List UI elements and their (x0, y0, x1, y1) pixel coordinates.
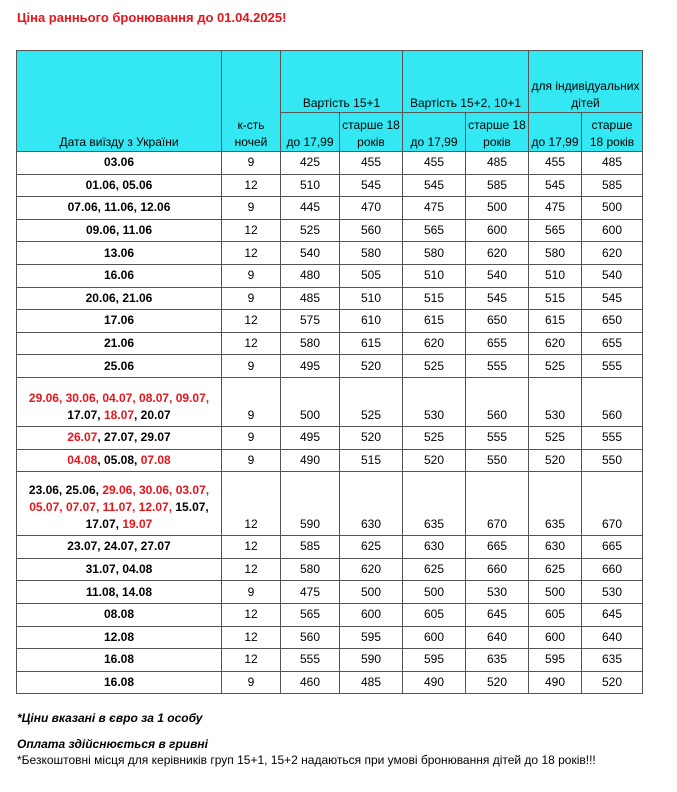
price-15-2-under-18: 605 (403, 603, 466, 626)
free-places-note: *Безкоштовні місця для керівників груп 15+1, 15+2 надаються при умові бронювання дітей до 18 років!!! (17, 753, 596, 767)
price-15-1-over-18: 515 (340, 449, 403, 472)
price-15-2-under-18: 490 (403, 671, 466, 694)
nights-count: 9 (222, 671, 281, 694)
departure-dates (17, 287, 222, 310)
price-15-2-over-18: 635 (466, 649, 529, 672)
price-15-2-under-18: 545 (403, 174, 466, 197)
departure-dates (17, 426, 222, 449)
price-individual-over-18: 660 (582, 558, 643, 581)
price-15-2-over-18: 545 (466, 287, 529, 310)
price-individual-over-18: 520 (582, 671, 643, 694)
price-individual-under-18: 565 (529, 219, 582, 242)
departure-dates (17, 332, 222, 355)
header-individual-children: для індивідуальних дітей (529, 51, 643, 113)
departure-dates (17, 355, 222, 378)
price-individual-under-18: 515 (529, 287, 582, 310)
date-segment: 01.06, 05.06 (85, 177, 153, 192)
departure-dates (17, 377, 222, 426)
price-15-1-under-18: 495 (281, 355, 340, 378)
price-15-1-under-18: 460 (281, 671, 340, 694)
departure-dates (17, 603, 222, 626)
price-15-1-under-18: 525 (281, 219, 340, 242)
header-over-18: старше 18 років (582, 113, 643, 152)
price-15-1-under-18: 485 (281, 287, 340, 310)
table-row (17, 310, 643, 333)
date-segment: 16.08 (103, 674, 135, 689)
date-segment: 16.06 (103, 268, 135, 283)
price-15-1-under-18: 590 (281, 472, 340, 536)
price-15-1-over-18: 615 (340, 332, 403, 355)
price-15-1-over-18: 595 (340, 626, 403, 649)
table-row (17, 649, 643, 672)
date-segment: 17.07, (67, 407, 104, 422)
price-individual-over-18: 560 (582, 377, 643, 426)
departure-dates (17, 219, 222, 242)
table-row (17, 264, 643, 287)
price-individual-under-18: 635 (529, 472, 582, 536)
departure-dates (17, 472, 222, 536)
price-15-2-over-18: 600 (466, 219, 529, 242)
date-segment: 13.06 (103, 245, 135, 260)
price-15-1-under-18: 495 (281, 426, 340, 449)
table-row (17, 626, 643, 649)
price-individual-under-18: 625 (529, 558, 582, 581)
price-15-2-under-18: 520 (403, 449, 466, 472)
departure-dates (17, 174, 222, 197)
price-individual-over-18: 670 (582, 472, 643, 536)
price-individual-under-18: 525 (529, 355, 582, 378)
price-15-2-under-18: 500 (403, 581, 466, 604)
price-individual-under-18: 510 (529, 264, 582, 287)
date-segment: 15.07, 17.07, (85, 500, 209, 532)
table-row (17, 581, 643, 604)
price-individual-over-18: 585 (582, 174, 643, 197)
date-segment: 31.07, 04.08 (85, 562, 153, 577)
table-row (17, 355, 643, 378)
date-segment: 20.06, 21.06 (85, 290, 153, 305)
header-price-15-2: Вартість 15+2, 10+1 (403, 51, 529, 113)
price-individual-under-18: 630 (529, 536, 582, 559)
table-row (17, 426, 643, 449)
price-15-1-under-18: 585 (281, 536, 340, 559)
table-row (17, 558, 643, 581)
price-individual-over-18: 500 (582, 197, 643, 220)
price-individual-over-18: 640 (582, 626, 643, 649)
price-15-2-over-18: 540 (466, 264, 529, 287)
nights-count: 12 (222, 242, 281, 265)
nights-count: 9 (222, 287, 281, 310)
header-over-18: старше 18 років (466, 113, 529, 152)
price-15-2-over-18: 670 (466, 472, 529, 536)
price-15-2-over-18: 660 (466, 558, 529, 581)
table-row (17, 197, 643, 220)
nights-count: 12 (222, 649, 281, 672)
date-segment: 21.06 (103, 336, 135, 351)
price-15-1-under-18: 580 (281, 332, 340, 355)
table-row (17, 287, 643, 310)
price-15-1-over-18: 470 (340, 197, 403, 220)
header-under-18: до 17,99 (281, 113, 340, 152)
nights-count: 12 (222, 558, 281, 581)
price-15-1-over-18: 590 (340, 649, 403, 672)
table-row (17, 472, 643, 536)
departure-dates (17, 536, 222, 559)
nights-count: 9 (222, 581, 281, 604)
date-segment: 09.06, 11.06 (85, 223, 153, 238)
price-individual-over-18: 635 (582, 649, 643, 672)
nights-count: 12 (222, 310, 281, 333)
nights-count: 12 (222, 219, 281, 242)
price-15-1-over-18: 505 (340, 264, 403, 287)
price-individual-over-18: 550 (582, 449, 643, 472)
euro-price-note: *Ціни вказані в євро за 1 особу (17, 711, 203, 725)
price-15-1-over-18: 455 (340, 152, 403, 175)
price-individual-over-18: 620 (582, 242, 643, 265)
date-segment: 11.08, 14.08 (85, 584, 153, 599)
price-15-1-under-18: 575 (281, 310, 340, 333)
nights-count: 9 (222, 377, 281, 426)
table-row (17, 152, 643, 175)
table-row (17, 603, 643, 626)
price-15-2-over-18: 585 (466, 174, 529, 197)
date-segment: 23.07, 24.07, 27.07 (67, 539, 171, 554)
price-individual-over-18: 600 (582, 219, 643, 242)
price-15-2-under-18: 625 (403, 558, 466, 581)
payment-note: Оплата здійснюється в гривні (17, 737, 208, 751)
date-segment: 08.08 (103, 607, 135, 622)
date-segment: 03.06 (103, 155, 135, 170)
price-15-2-under-18: 630 (403, 536, 466, 559)
price-rows (17, 152, 643, 694)
price-15-1-under-18: 560 (281, 626, 340, 649)
price-individual-under-18: 545 (529, 174, 582, 197)
price-individual-under-18: 595 (529, 649, 582, 672)
price-15-1-under-18: 490 (281, 449, 340, 472)
nights-count: 9 (222, 355, 281, 378)
price-15-2-over-18: 530 (466, 581, 529, 604)
price-individual-under-18: 490 (529, 671, 582, 694)
price-individual-under-18: 525 (529, 426, 582, 449)
table-row (17, 671, 643, 694)
price-individual-under-18: 475 (529, 197, 582, 220)
price-individual-under-18: 605 (529, 603, 582, 626)
price-15-2-over-18: 620 (466, 242, 529, 265)
date-segment-highlighted: 29.06, 30.06, 04.07, 08.07, 09.07, (28, 390, 210, 405)
date-segment: 23.06, 25.06, (28, 483, 103, 498)
price-15-2-under-18: 530 (403, 377, 466, 426)
nights-count: 12 (222, 332, 281, 355)
price-15-2-under-18: 620 (403, 332, 466, 355)
nights-count: 12 (222, 626, 281, 649)
price-15-2-under-18: 455 (403, 152, 466, 175)
nights-count: 12 (222, 174, 281, 197)
price-15-2-under-18: 580 (403, 242, 466, 265)
price-15-1-over-18: 610 (340, 310, 403, 333)
price-15-1-under-18: 580 (281, 558, 340, 581)
price-15-1-under-18: 555 (281, 649, 340, 672)
date-segment-highlighted: 18.07 (103, 407, 135, 422)
header-over-18: старше 18 років (340, 113, 403, 152)
price-15-1-under-18: 480 (281, 264, 340, 287)
date-segment: 16.08 (103, 652, 135, 667)
price-15-1-over-18: 560 (340, 219, 403, 242)
header-under-18: до 17,99 (403, 113, 466, 152)
price-individual-under-18: 615 (529, 310, 582, 333)
departure-dates (17, 264, 222, 287)
date-segment-highlighted: 29.06, 30.06, 03.07, 05.07, 07.07, 11.07, 12.07, (29, 483, 210, 515)
date-segment-highlighted: 19.07 (122, 517, 153, 532)
price-15-1-over-18: 625 (340, 536, 403, 559)
price-individual-under-18: 600 (529, 626, 582, 649)
price-15-2-under-18: 595 (403, 649, 466, 672)
price-15-2-over-18: 555 (466, 426, 529, 449)
price-15-2-under-18: 600 (403, 626, 466, 649)
price-15-1-under-18: 445 (281, 197, 340, 220)
nights-count: 12 (222, 472, 281, 536)
price-15-1-under-18: 510 (281, 174, 340, 197)
price-15-2-under-18: 565 (403, 219, 466, 242)
date-segment: 17.06 (103, 313, 135, 328)
price-15-2-under-18: 615 (403, 310, 466, 333)
departure-dates (17, 242, 222, 265)
early-booking-title: Ціна раннього бронювання до 01.04.2025! (17, 10, 287, 25)
price-15-2-under-18: 515 (403, 287, 466, 310)
price-15-1-over-18: 510 (340, 287, 403, 310)
table-row (17, 332, 643, 355)
price-individual-over-18: 540 (582, 264, 643, 287)
price-individual-over-18: 555 (582, 355, 643, 378)
price-individual-over-18: 545 (582, 287, 643, 310)
price-individual-over-18: 530 (582, 581, 643, 604)
price-15-1-over-18: 600 (340, 603, 403, 626)
price-table (16, 50, 643, 694)
price-15-1-over-18: 500 (340, 581, 403, 604)
price-individual-under-18: 580 (529, 242, 582, 265)
nights-count: 9 (222, 264, 281, 287)
header-price-15-1: Вартість 15+1 (281, 51, 403, 113)
price-15-1-over-18: 580 (340, 242, 403, 265)
table-row (17, 174, 643, 197)
departure-dates (17, 152, 222, 175)
departure-dates (17, 626, 222, 649)
nights-count: 9 (222, 197, 281, 220)
nights-count: 9 (222, 426, 281, 449)
date-segment: , 27.07, 29.07 (97, 430, 171, 445)
table-row (17, 219, 643, 242)
price-15-2-over-18: 645 (466, 603, 529, 626)
price-15-2-over-18: 555 (466, 355, 529, 378)
nights-count: 9 (222, 152, 281, 175)
price-individual-under-18: 530 (529, 377, 582, 426)
departure-dates (17, 581, 222, 604)
nights-count: 12 (222, 536, 281, 559)
date-segment: , 05.08, (97, 452, 141, 467)
price-15-1-over-18: 545 (340, 174, 403, 197)
price-15-1-over-18: 520 (340, 426, 403, 449)
price-15-1-over-18: 520 (340, 355, 403, 378)
date-segment-highlighted: 07.08 (140, 452, 171, 467)
date-segment-highlighted: 04.08 (67, 452, 98, 467)
nights-count: 9 (222, 449, 281, 472)
date-segment: 07.06, 11.06, 12.06 (67, 200, 171, 215)
table-row (17, 449, 643, 472)
date-segment: , 20.07 (134, 407, 171, 422)
date-segment: 25.06 (103, 358, 135, 373)
price-individual-over-18: 655 (582, 332, 643, 355)
price-15-2-over-18: 550 (466, 449, 529, 472)
price-15-2-under-18: 475 (403, 197, 466, 220)
header-departure-date: Дата виїзду з України (17, 51, 222, 152)
price-individual-over-18: 555 (582, 426, 643, 449)
price-15-2-under-18: 525 (403, 355, 466, 378)
nights-count: 12 (222, 603, 281, 626)
date-segment: 12.08 (103, 629, 135, 644)
header-nights: к-сть ночей (222, 51, 281, 152)
price-individual-over-18: 650 (582, 310, 643, 333)
departure-dates (17, 649, 222, 672)
departure-dates (17, 671, 222, 694)
price-15-1-over-18: 525 (340, 377, 403, 426)
price-15-1-under-18: 565 (281, 603, 340, 626)
price-15-2-over-18: 485 (466, 152, 529, 175)
price-15-2-over-18: 655 (466, 332, 529, 355)
price-15-2-over-18: 665 (466, 536, 529, 559)
price-individual-over-18: 485 (582, 152, 643, 175)
price-15-1-under-18: 540 (281, 242, 340, 265)
price-individual-under-18: 500 (529, 581, 582, 604)
price-15-2-under-18: 635 (403, 472, 466, 536)
price-individual-over-18: 645 (582, 603, 643, 626)
departure-dates (17, 558, 222, 581)
price-individual-under-18: 455 (529, 152, 582, 175)
price-15-1-under-18: 475 (281, 581, 340, 604)
price-15-2-over-18: 640 (466, 626, 529, 649)
price-15-2-under-18: 525 (403, 426, 466, 449)
price-individual-under-18: 620 (529, 332, 582, 355)
table-row (17, 242, 643, 265)
table-row (17, 377, 643, 426)
header-under-18: до 17,99 (529, 113, 582, 152)
price-15-1-over-18: 630 (340, 472, 403, 536)
price-15-1-under-18: 425 (281, 152, 340, 175)
price-15-2-over-18: 560 (466, 377, 529, 426)
price-15-2-over-18: 650 (466, 310, 529, 333)
table-row (17, 536, 643, 559)
departure-dates (17, 197, 222, 220)
price-15-1-over-18: 485 (340, 671, 403, 694)
price-15-2-over-18: 520 (466, 671, 529, 694)
price-15-2-under-18: 510 (403, 264, 466, 287)
price-individual-under-18: 520 (529, 449, 582, 472)
price-15-1-under-18: 500 (281, 377, 340, 426)
departure-dates (17, 449, 222, 472)
price-15-1-over-18: 620 (340, 558, 403, 581)
departure-dates (17, 310, 222, 333)
price-individual-over-18: 665 (582, 536, 643, 559)
notes (17, 711, 667, 768)
price-15-2-over-18: 500 (466, 197, 529, 220)
date-segment-highlighted: 26.07 (67, 430, 98, 445)
